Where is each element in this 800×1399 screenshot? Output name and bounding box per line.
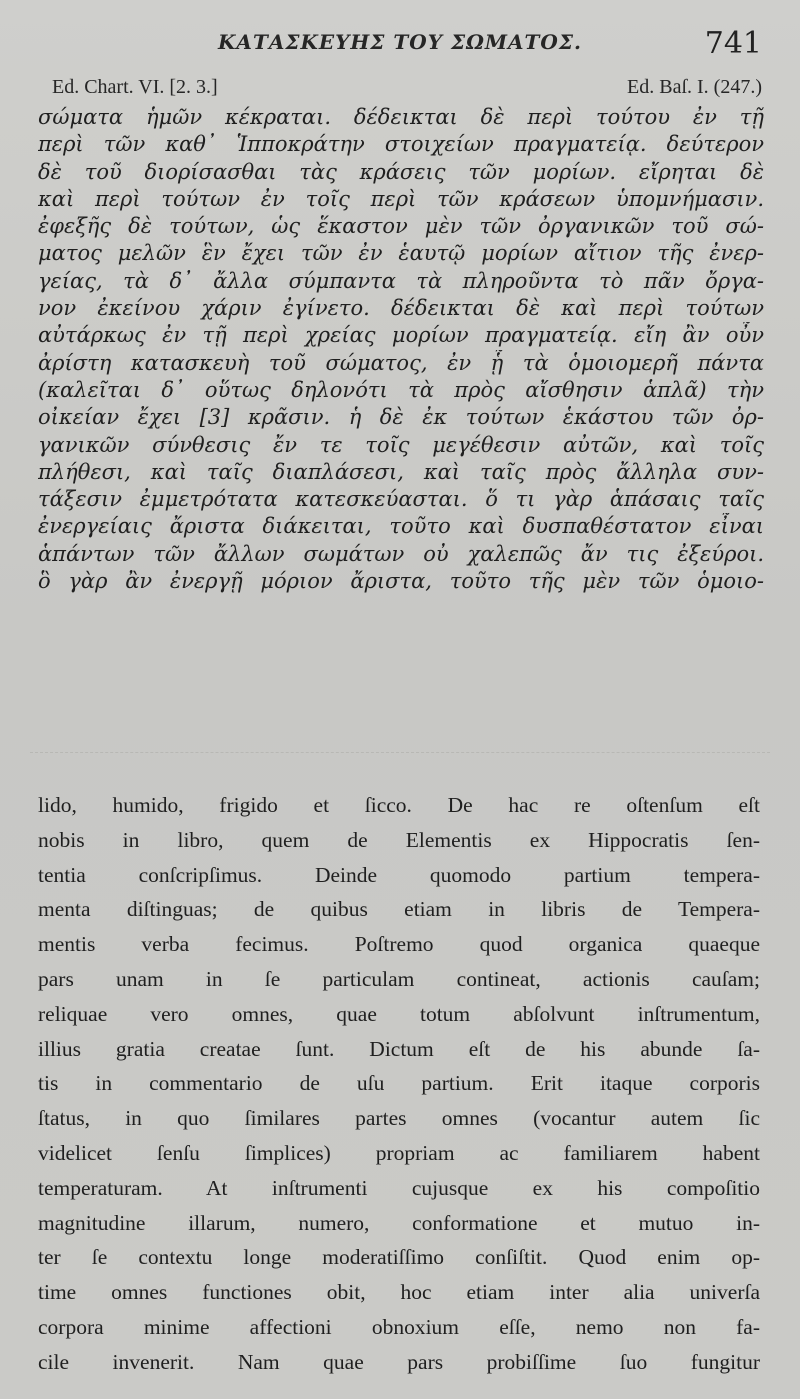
latin-line: cile invenerit. Nam quae pars probiſſime ſuo fungitur: [38, 1349, 760, 1374]
greek-line: ἐνεργείαις ἄριστα διάκειται, τοῦτο καὶ δυσπαθέστατον εἶναι: [38, 514, 764, 539]
latin-line: nobis in libro, quem de Elementis ex Hippocratis ſen-: [38, 827, 760, 852]
latin-line: lido, humido, frigido et ſicco. De hac re oſtenſum eſt: [38, 793, 760, 817]
latin-line: tentia conſcripſimus. Deinde quomodo partium tempera-: [38, 862, 760, 887]
greek-line: (καλεῖται δ᾽ οὕτως δηλονότι τὰ πρὸς αἴσθησιν ἁπλᾶ) τὴν: [38, 377, 764, 402]
greek-line: δὲ τοῦ διορίσασθαι τὰς κράσεις τῶν μορίων. εἴρηται δὲ: [38, 159, 764, 184]
latin-line: illius gratia creatae ſunt. Dictum eſt de his abunde ſa-: [38, 1036, 760, 1061]
greek-line: ἀρίστη κατασκευὴ τοῦ σώματος, ἐν ᾗ τὰ ὁμοιομερῆ πάντα: [38, 350, 764, 375]
latin-line: corpora minime affectioni obnoxium eſſe, nemo non fa-: [38, 1314, 760, 1339]
greek-line: ἁπάντων τῶν ἄλλων σωμάτων οὐ χαλεπῶς ἄν τις ἐξεύροι.: [38, 541, 764, 566]
latin-line: videlicet ſenſu ſimplices) propriam ac familiarem habent: [38, 1140, 760, 1165]
latin-line: ſtatus, in quo ſimilares partes omnes (vocantur autem ſic: [38, 1106, 760, 1131]
section-divider: [30, 752, 770, 754]
latin-line: temperaturam. At inſtrumenti cujusque ex his compoſitio: [38, 1175, 760, 1200]
page-number: 741: [704, 26, 762, 61]
greek-line: καὶ περὶ τούτων ἐν τοῖς περὶ τῶν κράσεων ὑπομνήμασιν.: [38, 186, 764, 211]
latin-line: reliquae vero omnes, quae totum abſolvunt inſtrumentum,: [38, 1001, 760, 1026]
latin-line: pars unam in ſe particulam contineat, actionis cauſam;: [38, 966, 760, 991]
greek-line: πλήθεσι, καὶ ταῖς διαπλάσεσι, καὶ ταῖς πρὸς ἄλληλα συν-: [38, 459, 764, 484]
greek-line: γείας, τὰ δ᾽ ἄλλα σύμπαντα τὰ πληροῦντα τὸ πᾶν ὄργα-: [38, 268, 764, 293]
greek-text-block: [38, 104, 764, 595]
latin-line: time omnes functiones obit, hoc etiam inter alia univerſa: [38, 1280, 760, 1305]
greek-line: τάξεσιν ἐμμετρότατα κατεσκεύασται. ὅ τι γὰρ ἁπάσαις ταῖς: [38, 487, 764, 512]
greek-line: γανικῶν σύνθεσις ἔν τε τοῖς μεγέθεσιν αὐτῶν, καὶ τοῖς: [38, 432, 764, 457]
greek-line: σώματα ἡμῶν κέκραται. δέδεικται δὲ περὶ τούτου ἐν τῇ: [38, 105, 764, 129]
edition-reference-left: Ed. Chart. VI. [2. 3.]: [52, 76, 218, 98]
latin-line: tis in commentario de uſu partium. Erit itaque corporis: [38, 1071, 760, 1096]
latin-line: menta diſtinguas; de quibus etiam in libris de Tempera-: [38, 897, 760, 922]
running-head: ΚΑΤΑΣΚΕΥΗΣ ΤΟΥ ΣΩΜΑΤΟΣ.: [218, 30, 582, 54]
latin-text-block: [38, 788, 760, 1380]
greek-line: οἰκείαν ἔχει [3] κρᾶσιν. ἡ δὲ ἐκ τούτων ἑκάστου τῶν ὀρ-: [38, 405, 764, 430]
greek-line: περὶ τῶν καθ᾽ Ἱπποκράτην στοιχείων πραγματείᾳ. δεύτερον: [38, 132, 764, 157]
greek-line: αὐτάρκως ἐν τῇ περὶ χρείας μορίων πραγματείᾳ. εἴη ἂν οὖν: [38, 323, 764, 348]
latin-line: ter ſe contextu longe moderatiſſimo conſiſtit. Quod enim op-: [38, 1245, 760, 1270]
edition-reference-right: Ed. Baſ. I. (247.): [627, 76, 762, 98]
greek-line: ἐφεξῆς δὲ τούτων, ὡς ἕκαστον μὲν τῶν ὀργανικῶν τοῦ σώ-: [38, 214, 764, 239]
latin-line: mentis verba fecimus. Poſtremo quod organica quaeque: [38, 932, 760, 957]
greek-line: ὃ γὰρ ἂν ἐνεργῇ μόριον ἄριστα, τοῦτο τῆς μὲν τῶν ὁμοιο-: [38, 569, 764, 594]
greek-line: νον ἐκείνου χάριν ἐγίνετο. δέδεικται δὲ καὶ περὶ τούτων: [38, 296, 764, 321]
greek-line: ματος μελῶν ἓν ἔχει τῶν ἐν ἑαυτῷ μορίων αἴτιον τῆς ἐνερ-: [38, 241, 764, 266]
latin-line: magnitudine illarum, numero, conformatione et mutuo in-: [38, 1210, 760, 1235]
edition-reference-line: [52, 76, 762, 99]
